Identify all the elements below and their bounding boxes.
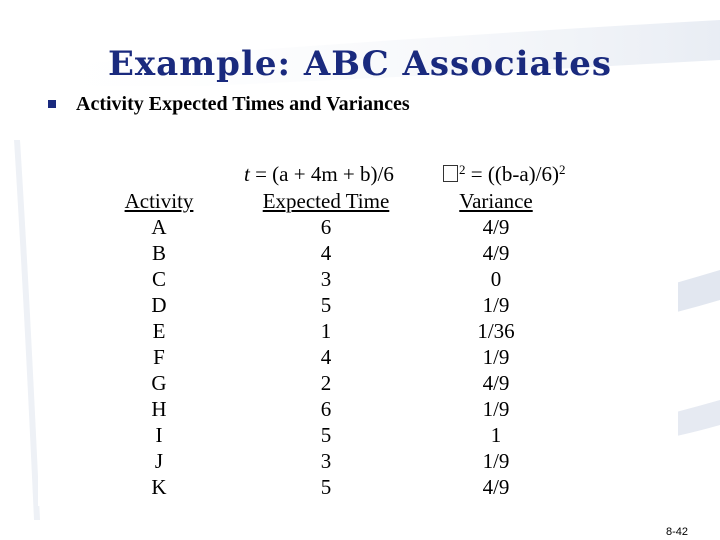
activity-cell: G	[151, 371, 167, 395]
variance-column	[440, 188, 552, 500]
activity-cell: D	[151, 293, 167, 317]
activity-cell: H	[151, 397, 167, 421]
expected-time-cell: 5	[320, 423, 332, 447]
expected-time-cell: 2	[320, 371, 332, 395]
variance-formula	[443, 162, 565, 187]
expected-time-cell: 5	[320, 475, 332, 499]
variance-cell: 1/9	[482, 345, 510, 369]
square-bullet-icon	[48, 100, 56, 108]
missing-character-glyph-icon	[443, 165, 458, 182]
expected-time-cell: 3	[320, 267, 332, 291]
expected-time-cell: 6	[320, 397, 332, 421]
slide-title: Example: ABC Associates	[107, 44, 612, 84]
variance-header: Variance	[459, 189, 533, 213]
variance-cell: 1	[490, 423, 502, 447]
activity-cell: A	[151, 215, 167, 239]
variance-cell: 1/36	[477, 319, 515, 343]
variance-cell: 0	[490, 267, 502, 291]
activity-cell: B	[151, 241, 166, 265]
activity-cell: C	[151, 267, 166, 291]
activity-cell: F	[153, 345, 165, 369]
expected-time-cell: 6	[320, 215, 332, 239]
variance-cell: 1/9	[482, 293, 510, 317]
formula-t-expression: = (a + 4m + b)/6	[249, 162, 394, 186]
expected-time-cell: 4	[320, 241, 332, 265]
expected-time-cell: 1	[320, 319, 332, 343]
activity-cell: E	[152, 319, 166, 343]
variance-cell: 4/9	[482, 215, 510, 239]
formula-v-sup2: 2	[558, 162, 566, 177]
variance-cell: 4/9	[482, 241, 510, 265]
activity-cell: J	[154, 449, 164, 473]
variance-cell: 1/9	[482, 397, 510, 421]
page-number: 8-42	[666, 526, 689, 538]
expected-time-cell: 5	[320, 293, 332, 317]
expected-time-formula	[244, 162, 394, 187]
variance-cell: 1/9	[482, 449, 510, 473]
formula-v-expression: = ((b-a)/6)	[465, 162, 559, 186]
formula-t-symbol: t	[244, 162, 250, 186]
bullet-text: Activity Expected Times and Variances	[76, 93, 410, 115]
variance-cell: 4/9	[482, 371, 510, 395]
activity-column	[100, 188, 218, 500]
expected-time-cell: 4	[320, 345, 332, 369]
activity-cell: I	[155, 423, 163, 447]
activity-header: Activity	[124, 189, 194, 213]
expected-time-column	[246, 188, 406, 500]
variance-cell: 4/9	[482, 475, 510, 499]
expected-time-cell: 3	[320, 449, 332, 473]
expected-time-header: Expected Time	[262, 189, 390, 213]
formula-v-sup: 2	[459, 162, 466, 177]
activity-cell: K	[151, 475, 167, 499]
